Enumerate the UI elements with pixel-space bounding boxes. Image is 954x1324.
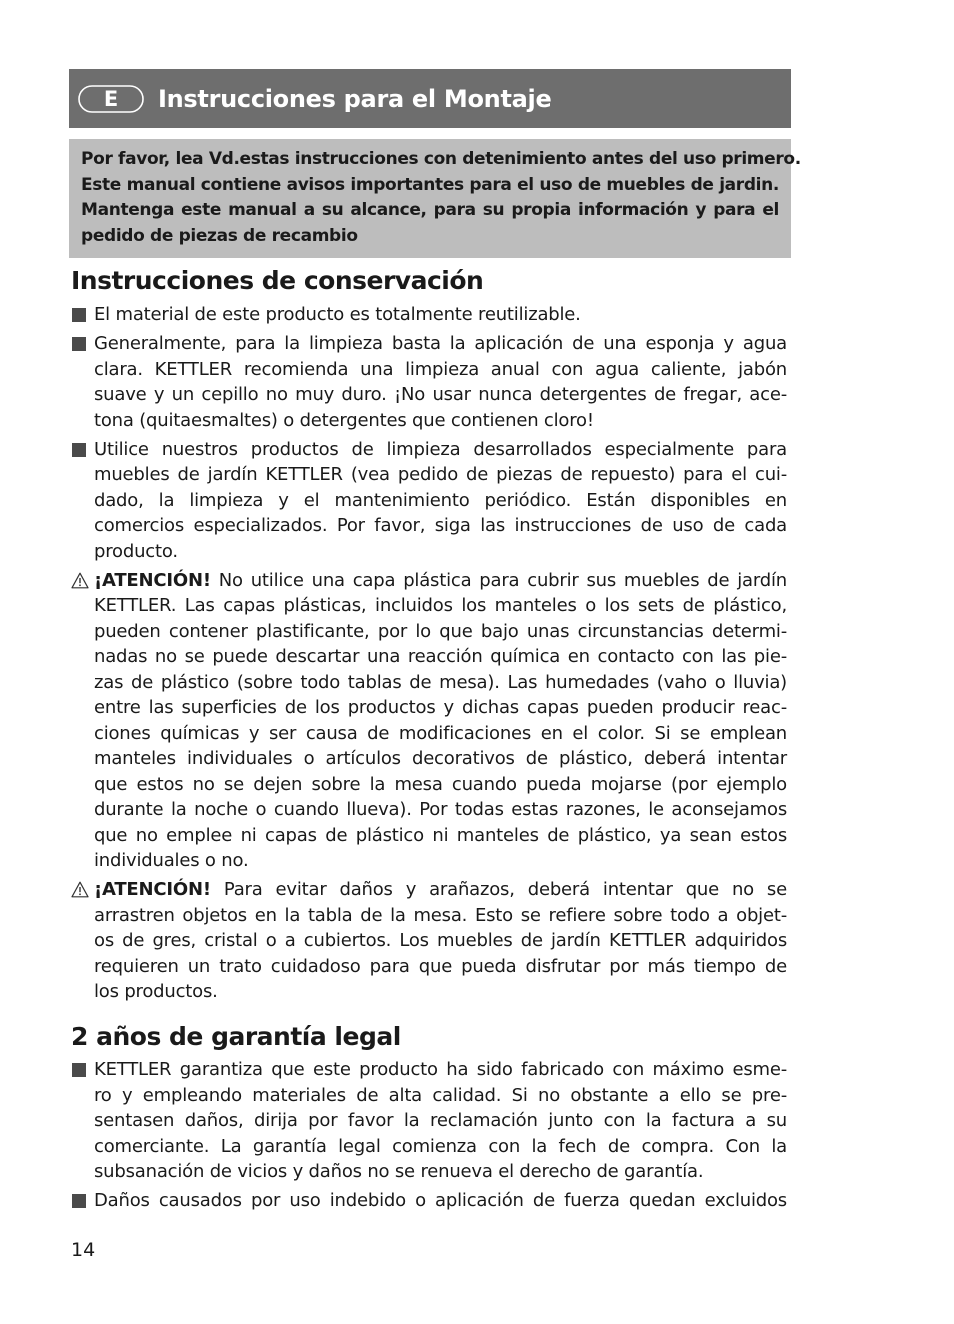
warning-line: entre las superficies de los productos y dichas capas pueden producir reac- [94,697,787,718]
warning-item [71,877,787,1005]
warning-line: arrastren objetos en la tabla de la mesa. Esto se refiere sobre todo a objet- [94,904,787,926]
square-bullet-icon [72,337,86,351]
warning-triangle-icon [71,881,89,898]
warning-line: que no emplee ni capas de plástico ni manteles de plástico, ya sean estos [94,824,787,846]
warning-line: KETTLER. Las capas plásticas, incluidos los manteles o los sets de plástico, [94,595,787,616]
warning-line: nadas no se puede descartar una reacción química en contacto con las pie- [94,646,787,667]
conservation-content [71,302,787,1008]
warning-label: ¡ATENCIÓN! [94,879,211,900]
bullet-line: comercios especializados. Por favor, siga las instrucciones de uso de cada [94,515,787,536]
bullet-item [71,1188,787,1214]
warning-item [71,568,787,874]
warning-line: os de gres, cristal o a cubiertos. Los muebles de jardín KETTLER adquiridos [94,930,787,951]
bullet-line: sentasen daños, dirija por favor la reclamación junto con la factura a su [94,1110,787,1131]
bullet-line: Utilice nuestros productos de limpieza desarrollados especialmente para [71,437,787,463]
warning-line: manteles individuales o artículos decorativos de plástico, deberá intentar [94,748,787,769]
bullet-line: dado, la limpieza y el mantenimiento periódico. Están disponibles en [94,489,787,511]
warning-line: ciones químicas y ser causa de modificaciones en el color. Si se emplean [94,722,787,744]
warning-triangle-icon [71,572,89,589]
warning-line: requieren un trato cuidadoso para que pueda disfrutar por más tiempo de [94,955,787,977]
square-bullet-icon [72,1194,86,1208]
bullet-item [71,331,787,433]
notice-line: Este manual contiene avisos importantes para el uso de muebles de jardin. [81,174,779,195]
bullet-item [71,302,787,328]
important-notice-box [69,139,801,258]
bullet-line: Daños causados por uso indebido o aplicación de fuerza quedan excluidos [71,1188,787,1214]
bullet-line: suave y un cepillo no muy duro. ¡No usar nunca detergentes de fregar, ace- [94,384,787,405]
bullet-line: El material de este producto es totalmente reutilizable. [71,302,787,328]
notice-line: pedido de piezas de recambio [81,226,358,247]
bullet-line: ro y empleando materiales de alta calidad. Si no obstante a ello se pre- [94,1084,787,1106]
warning-line: que estos no se dejen sobre la mesa cuando pueda mojarse (por ejemplo [94,773,787,795]
bullet-item [71,1057,787,1185]
square-bullet-icon [72,443,86,457]
square-bullet-icon [72,1063,86,1077]
bullet-line: Generalmente, para la limpieza basta la aplicación de una esponja y agua [71,331,787,357]
warning-label: ¡ATENCIÓN! [94,569,211,591]
section-header-bar [69,69,791,128]
bullet-line: tona (quitaesmaltes) o detergentes que contienen cloro! [94,409,594,431]
warning-line: durante la noche o cuando llueva). Por todas estas razones, le aconsejamos [94,799,787,820]
bullet-line: comerciante. La garantía legal comienza con la fech de compra. Con la [94,1135,787,1157]
warning-line: individuales o no. [94,850,249,871]
bullet-line: producto. [94,540,178,562]
warning-line: zas de plástico (sobre todo tablas de mesa). Las humedades (vaho o lluvia) [94,671,787,693]
section-heading-conservation: Instrucciones de conservación [71,266,484,295]
page-title: Instrucciones para el Montaje [158,84,552,113]
bullet-line: muebles de jardín KETTLER (vea pedido de piezas de repuesto) para el cui- [94,464,787,485]
warranty-content [71,1057,787,1217]
language-letter: E [103,86,119,111]
warning-line: pueden contener plastificante, por lo que bajo unas circunstancias determi- [94,620,787,642]
page-number: 14 [71,1239,96,1261]
bullet-item [71,437,787,565]
notice-line: Por favor, lea Vd.estas instrucciones con detenimiento antes del uso primero. [81,149,801,169]
section-heading-warranty: 2 años de garantía legal [71,1022,401,1051]
warning-line: ¡ATENCIÓN! No utilice una capa plástica para cubrir sus muebles de jardín [71,568,787,594]
language-badge [78,85,144,113]
square-bullet-icon [72,308,86,322]
notice-line: Mantenga este manual a su alcance, para su propia información y para el [81,200,779,221]
warning-line: ¡ATENCIÓN! Para evitar daños y arañazos, deberá intentar que no se [71,877,787,903]
bullet-line: clara. KETTLER recomienda una limpieza anual con agua caliente, jabón [94,358,787,380]
bullet-line: KETTLER garantiza que este producto ha sido fabricado con máximo esme- [71,1057,787,1083]
bullet-line: subsanación de vicios y daños no se renueva el derecho de garantía. [94,1161,704,1182]
warning-line: los productos. [94,981,218,1002]
